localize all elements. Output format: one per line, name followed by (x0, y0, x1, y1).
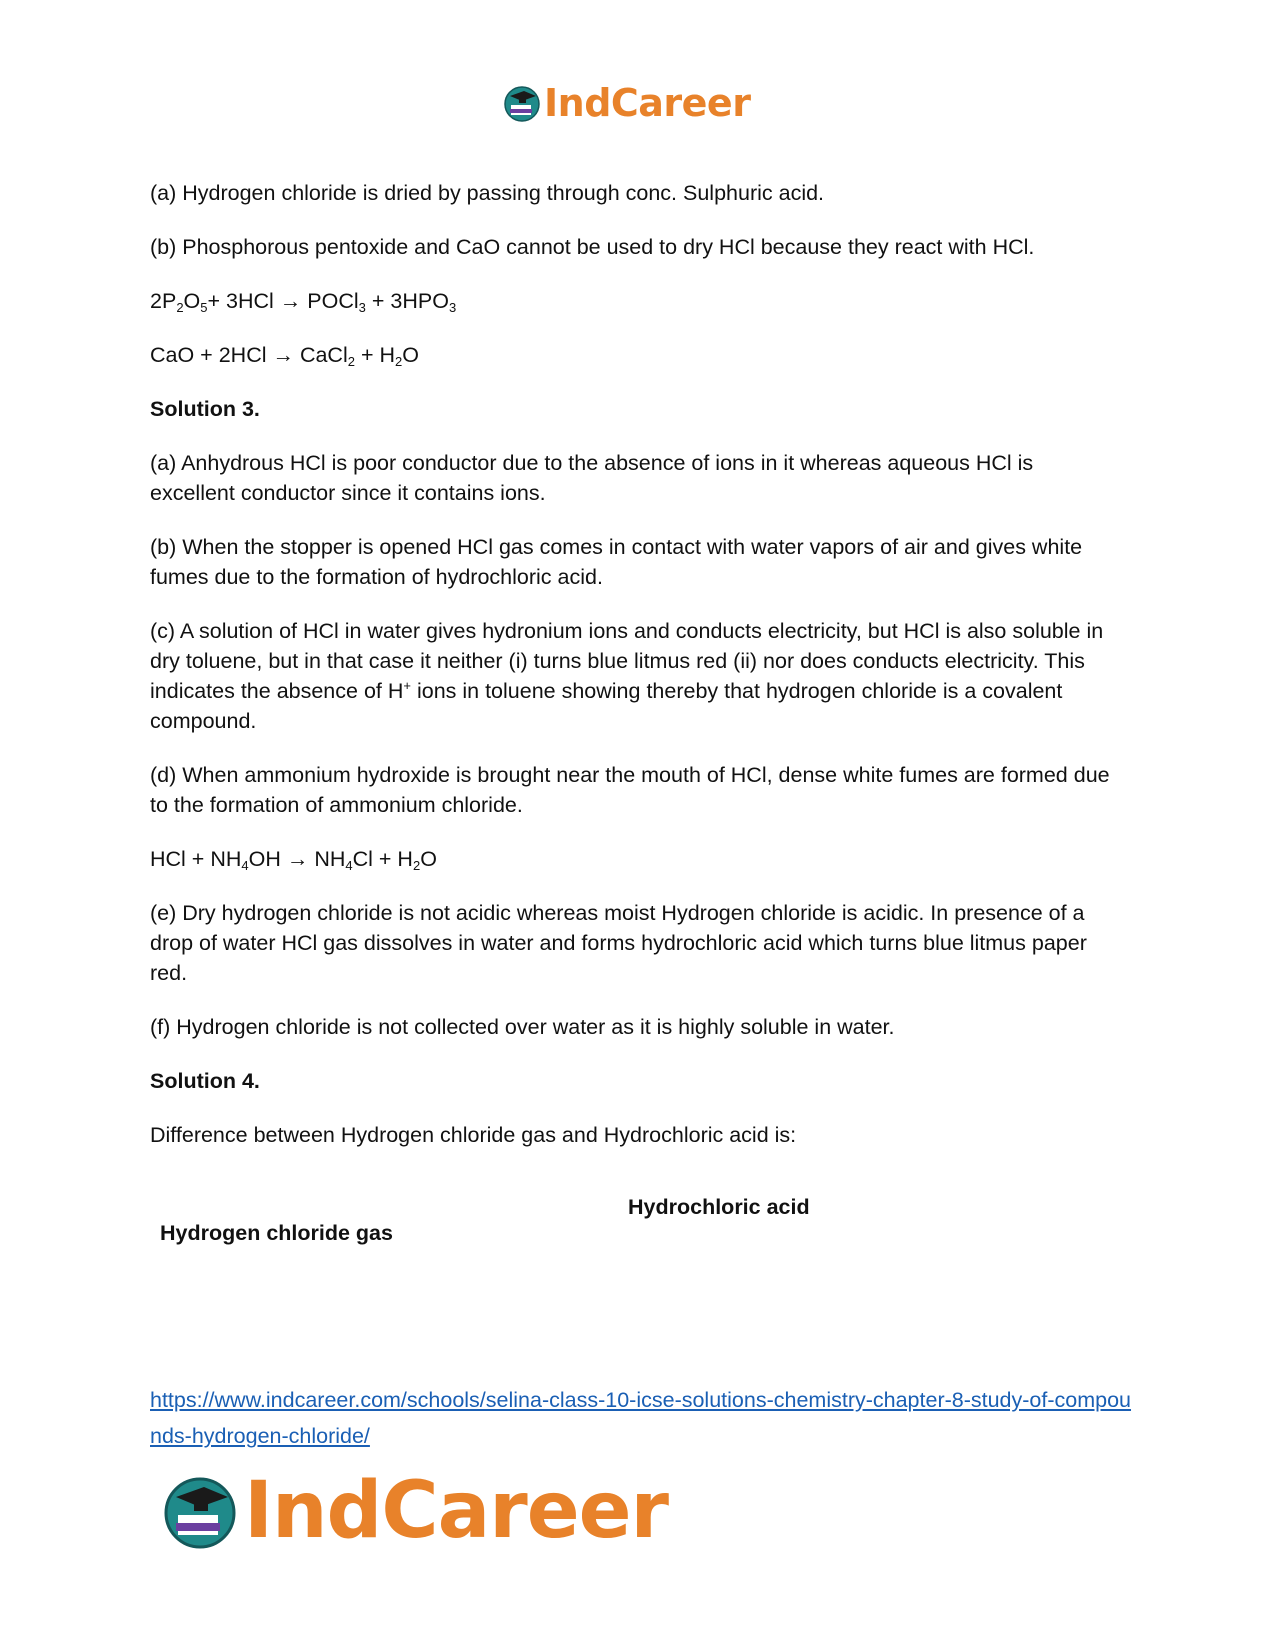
solution-3-e: (e) Dry hydrogen chloride is not acidic whereas moist Hydrogen chloride is acidic. In presence of a drop of water HCl gas dissolves in water and forms hydrochloric acid which turns blue litmus paper red. (150, 901, 1087, 985)
footer-logo (160, 1466, 668, 1556)
document-body (150, 178, 1110, 1174)
table-header-hydrogen-chloride-gas: Hydrogen chloride gas (160, 1221, 393, 1245)
paragraph-b-drying: (b) Phosphorous pentoxide and CaO cannot be used to dry HCl because they react with HCl. (150, 235, 1035, 259)
solution-3-d: (d) When ammonium hydroxide is brought near the mouth of HCl, dense white fumes are formed due to the formation of ammonium chloride. (150, 763, 1110, 817)
solution-3-a: (a) Anhydrous HCl is poor conductor due to the absence of ions in it whereas aqueous HCl is excellent conductor since it contains ions. (150, 451, 1034, 505)
solution-4-intro: Difference between Hydrogen chloride gas and Hydrochloric acid is: (150, 1123, 797, 1147)
comparison-table-header (150, 1195, 1110, 1275)
table-header-hydrochloric-acid: Hydrochloric acid (628, 1195, 810, 1219)
paragraph-a-drying: (a) Hydrogen chloride is dried by passing through conc. Sulphuric acid. (150, 181, 825, 205)
solution-4-heading: Solution 4. (150, 1069, 260, 1093)
graduation-cap-book-logo-icon (502, 83, 542, 123)
solution-3-heading: Solution 3. (150, 397, 260, 421)
equation-cao: CaO + 2HCl → CaCl$_2$ + $H_2O$ (150, 343, 419, 369)
equation-nh4oh: HCl + $NH_4OH \to NH_4Cl + H_2O$ (150, 847, 437, 873)
solution-3-b: (b) When the stopper is opened HCl gas comes in contact with water vapors of air and gives white fumes due to the formation of hydrochloric acid. (150, 535, 1083, 589)
logo-text: IndCareer (244, 1466, 668, 1556)
source-url-link[interactable]: https://www.indcareer.com/schools/selina-class-10-icse-solutions-chemistry-chapter-8-study-of-compounds-hydrogen-chloride/ (150, 1388, 1132, 1448)
header-logo (502, 80, 750, 126)
solution-3-c: (c) A solution of HCl in water gives hydronium ions and conducts electricity, but HCl is also soluble in dry toluene, but in that case it neither (i) turns blue litmus red (ii) nor does conducts electricity. This indicates the absence of H+ ions in toluene showing thereby that hydrogen chloride is a covalent compound. (150, 619, 1104, 733)
graduation-cap-book-logo-icon (160, 1471, 240, 1551)
logo-text: IndCareer (544, 81, 751, 125)
solution-3-f: (f) Hydrogen chloride is not collected over water as it is highly soluble in water. (150, 1015, 895, 1039)
equation-p2o5: $2P_2O_5+ 3HCl$ → POCl$_3$ + $3HPO_3$ (150, 289, 457, 315)
